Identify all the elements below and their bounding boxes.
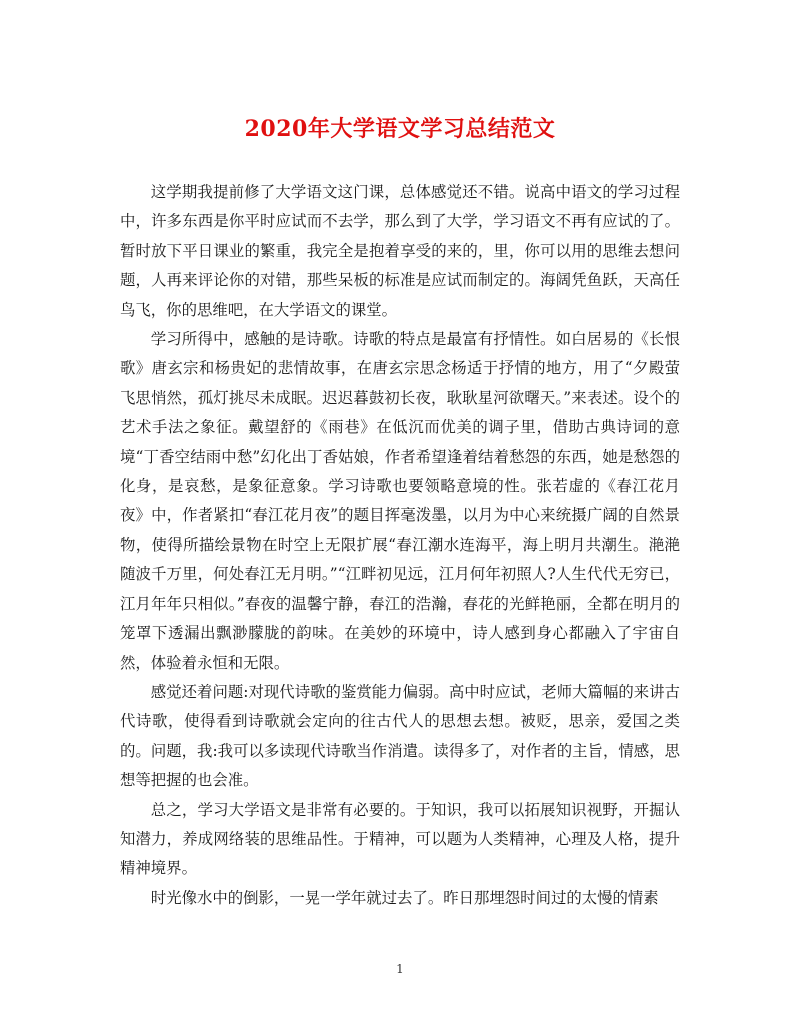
- page-number: 1: [396, 962, 404, 976]
- paragraph-poetry: 学习所得中，感触的是诗歌。诗歌的特点是最富有抒情性。如白居易的《长恨歌》唐玄宗和杨贵妃的悲情故事，在唐玄宗思念杨适于抒情的地方，用了“夕殿萤飞思悄然，孤灯挑尽未成眠。迟迟暮鼓初长夜，耿耿星河欲曙天。”来表述。设个的艺术手法之象征。戴望舒的《雨巷》在低沉而优美的调子里，借助古典诗词的意境“丁香空结雨中愁”幻化出丁香姑娘，作者希望逢着结着愁怨的东西，她是愁怨的化身，是哀愁，是象征意象。学习诗歌也要领略意境的性。张若虚的《春江花月夜》中，作者紧扣“春江花月夜”的题目挥毫泼墨，以月为中心来统摄广阔的自然景物，使得所描绘景物在时空上无限扩展“春江潮水连海平，海上明月共潮生。滟滟随波千万里，何处春江无月明。”“江畔初见远，江月何年初照人?人生代代无穷已，江月年年只相似。”春夜的温馨宁静，春江的浩瀚，春花的光鲜艳丽，全都在明月的笼罩下透漏出飘渺朦胧的韵味。在美妙的环境中，诗人感到身心都融入了宇宙自然，体验着永恒和无限。: [120, 330, 680, 672]
- paragraph-closing: 时光像水中的倒影，一晃一学年就过去了。昨日那埋怨时间过的太慢的情素: [150, 888, 659, 907]
- paragraph-intro: 这学期我提前修了大学语文这门课，总体感觉还不错。说高中语文的学习过程中，许多东西是你平时应试而不去学，那么到了大学，学习语文不再有应试的了。暂时放下平日课业的繁重，我完全是抱着享受的来的，里，你可以用的思维去想问题，人再来评论你的对错，那些呆板的标准是应试而制定的。海阔凭鱼跃，天高任鸟飞，你的思维吧，在大学语文的课堂。: [120, 183, 680, 319]
- paragraph-summary: 总之，学习大学语文是非常有必要的。于知识，我可以拓展知识视野，开掘认知潜力，养成网络装的思维品性。于精神，可以题为人类精神，心理及人格，提升精神境界。: [120, 800, 680, 878]
- document-body: [120, 178, 680, 913]
- page-title: 2020年大学语文学习总结范文: [244, 116, 556, 142]
- paragraph-problems: 感觉还着问题:对现代诗歌的鉴赏能力偏弱。高中时应试，老师大篇幅的来讲古代诗歌，使得看到诗歌就会定向的往古代人的思想去想。被贬，思亲，爱国之类的。问题，我:我可以多读现代诗歌当作消遣。读得多了，对作者的主旨，情感，思想等把握的也会准。: [120, 682, 680, 790]
